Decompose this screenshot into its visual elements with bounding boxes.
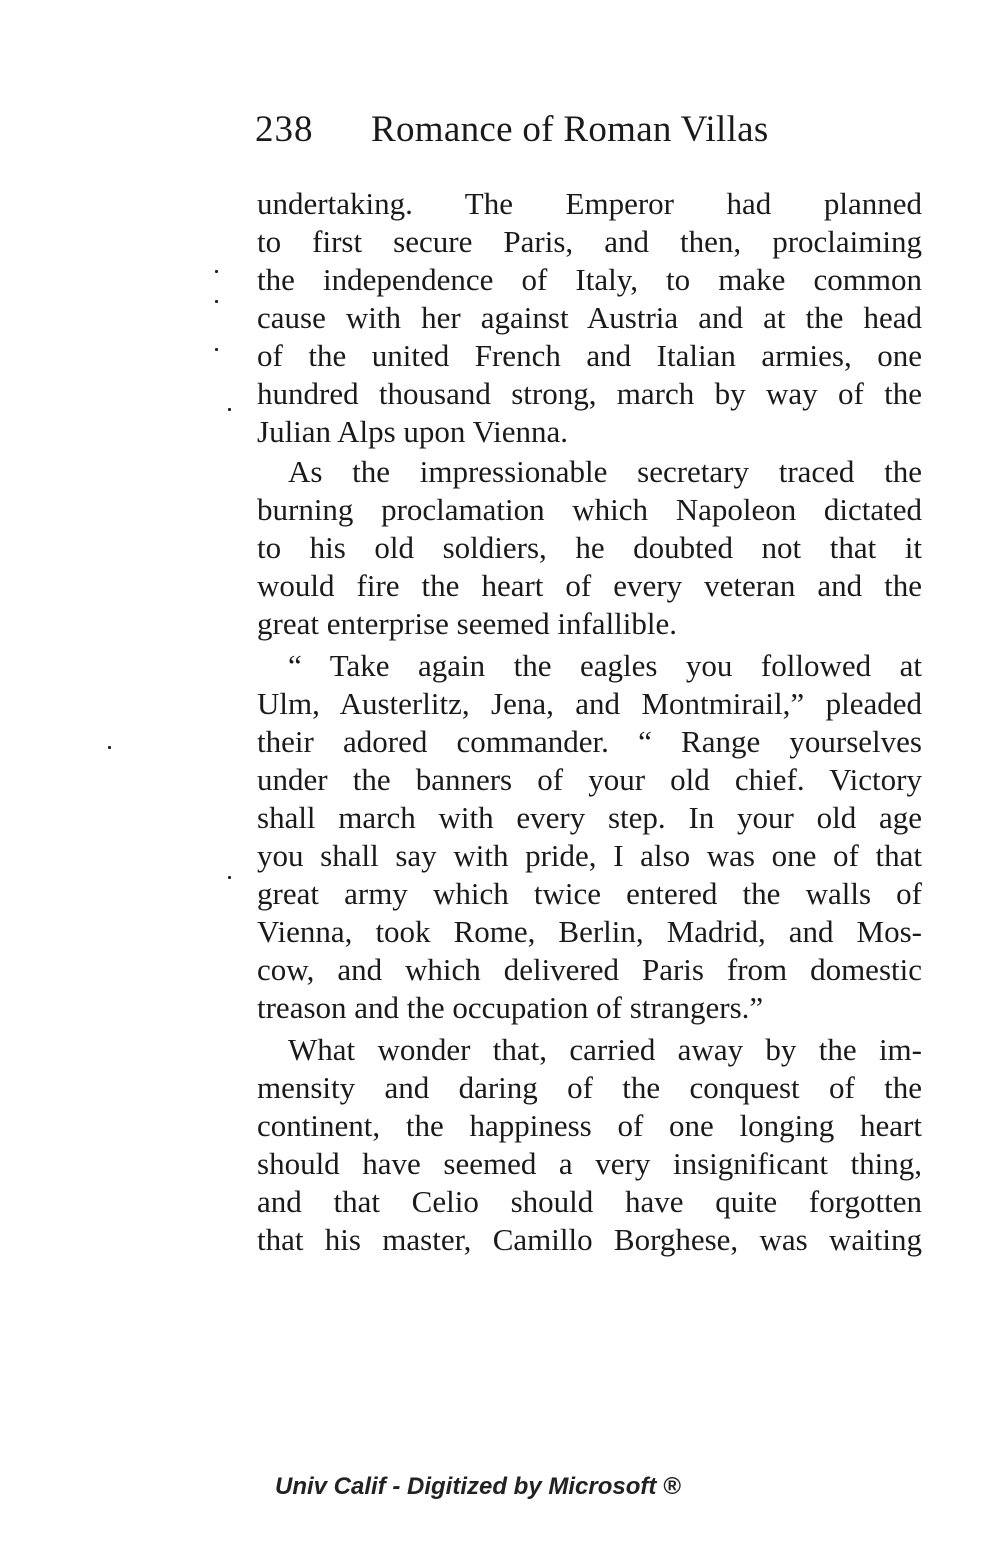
- text-line: undertaking. The Emperor had planned: [257, 186, 922, 221]
- scan-speck: [228, 408, 231, 411]
- text-line: Julian Alps upon Vienna.: [257, 414, 568, 449]
- text-line: hundred thousand strong, march by way of the: [257, 376, 922, 411]
- text-line: great enterprise seemed infallible.: [257, 606, 678, 641]
- running-title: Romance of Roman Villas: [371, 109, 769, 150]
- scan-speck: [228, 876, 231, 879]
- page-header: [255, 108, 935, 158]
- text-line: and that Celio should have quite forgotten: [257, 1184, 922, 1219]
- text-line: would fire the heart of every veteran and the: [257, 568, 922, 603]
- text-line: should have seemed a very insignificant thing,: [257, 1146, 922, 1181]
- text-line: What wonder that, carried away by the im-: [288, 1032, 922, 1067]
- text-line: of the united French and Italian armies, one: [257, 338, 922, 373]
- text-line: you shall say with pride, I also was one of that: [257, 838, 922, 873]
- text-line: cause with her against Austria and at the head: [257, 300, 922, 335]
- text-line: cow, and which delivered Paris from domestic: [257, 952, 922, 987]
- scan-speck: [215, 270, 218, 273]
- text-line: their adored commander. “ Range yourselves: [257, 724, 922, 759]
- text-line: under the banners of your old chief. Victory: [257, 762, 922, 797]
- text-line: Ulm, Austerlitz, Jena, and Montmirail,” pleaded: [257, 686, 922, 721]
- text-line: “ Take again the eagles you followed at: [288, 648, 922, 683]
- text-line: As the impressionable secretary traced the: [288, 454, 922, 489]
- scan-speck: [215, 300, 218, 303]
- text-line: shall march with every step. In your old age: [257, 800, 922, 835]
- scan-speck: [215, 348, 218, 351]
- text-line: to first secure Paris, and then, proclaiming: [257, 224, 922, 259]
- text-line: the independence of Italy, to make common: [257, 262, 922, 297]
- scan-speck: [108, 746, 111, 749]
- text-line: great army which twice entered the walls of: [257, 876, 922, 911]
- text-line: burning proclamation which Napoleon dictated: [257, 492, 922, 527]
- text-line: to his old soldiers, he doubted not that it: [257, 530, 922, 565]
- text-line: Vienna, took Rome, Berlin, Madrid, and Mos-: [257, 914, 922, 949]
- text-line: that his master, Camillo Borghese, was waiting: [257, 1222, 922, 1257]
- digitization-watermark: Univ Calif - Digitized by Microsoft ®: [275, 1473, 681, 1500]
- text-line: treason and the occupation of strangers.”: [257, 990, 764, 1025]
- text-line: continent, the happiness of one longing heart: [257, 1108, 922, 1143]
- text-line: mensity and daring of the conquest of the: [257, 1070, 922, 1105]
- page-number: 238: [255, 109, 314, 150]
